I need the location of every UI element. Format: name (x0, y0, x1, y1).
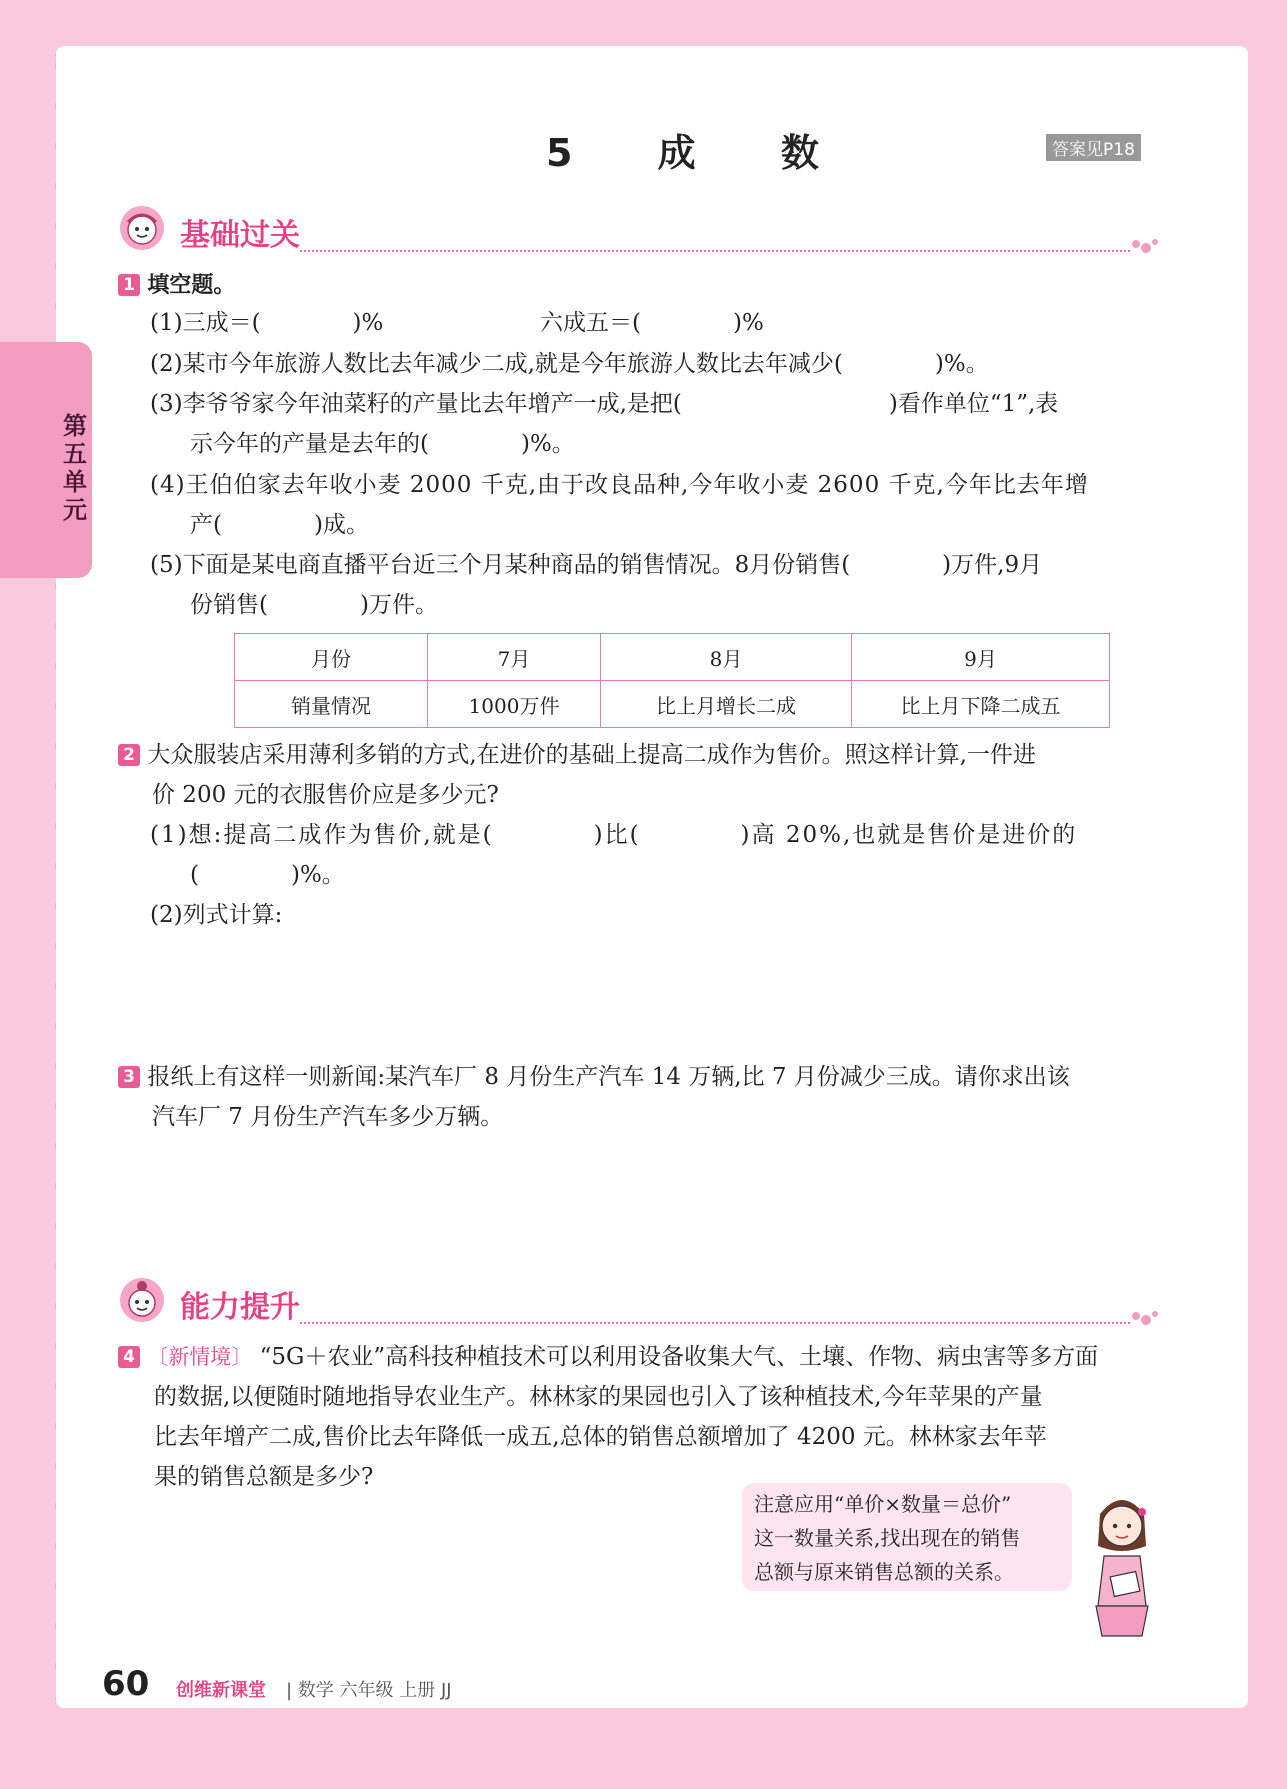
q1-part1-b: 六成五＝( )% (540, 310, 764, 336)
table-cell: 比上月下降二成五 (852, 681, 1110, 728)
new-context-tag: 〔新情境〕 (147, 1345, 253, 1369)
page-title: 5 成 数 (546, 131, 855, 175)
question-title: 填空题。 (147, 273, 236, 298)
table-cell: 销量情况 (235, 681, 428, 728)
q1-part2: (2)某市今年旅游人数比去年减少二成,就是今年旅游人数比去年减少( )%。 (150, 351, 989, 377)
q2-part1-line2: ( )%。 (190, 862, 345, 888)
book-brand: 创维新课堂 (176, 1680, 266, 1701)
section-title-basic: 基础过关 (180, 218, 300, 253)
girl-character-illustration (1082, 1486, 1162, 1646)
q2-part2: (2)列式计算: (150, 902, 283, 928)
book-info: | 数学 六年级 上册 JJ (286, 1680, 452, 1701)
question-number: 1 (118, 274, 140, 296)
table-cell: 1000万件 (428, 681, 601, 728)
question-number: 4 (118, 1346, 140, 1368)
question-4-line3: 比去年增产二成,售价比去年降低一成五,总体的销售总额增加了 4200 元。林林家去年苹 (154, 1424, 1047, 1450)
q1-part3-line1: (3)李爷爷家今年油菜籽的产量比去年增产一成,是把( )看作单位“1”,表 (150, 391, 1059, 417)
answer-reference: 答案见P18 (1046, 134, 1141, 161)
table-header-cell: 月份 (235, 634, 428, 681)
question-4-text: “5G＋农业”高科技种植技术可以利用设备收集大气、土壤、作物、病虫害等多方面 (259, 1344, 1099, 1370)
table-header-cell: 7月 (428, 634, 601, 681)
table-header-cell: 8月 (601, 634, 852, 681)
section-divider (300, 250, 1130, 252)
dots-ornament-icon (1130, 236, 1160, 256)
question-3-line1 (118, 1062, 1070, 1092)
q1-part5-line1: (5)下面是某电商直播平台近三个月某种商品的销售情况。8月份销售( )万件,9月 (150, 552, 1043, 578)
table-row (235, 681, 1110, 728)
unit-side-tab (0, 342, 92, 578)
q1-part3-line2: 示今年的产量是去年的( )%。 (190, 431, 575, 457)
question-number: 3 (118, 1066, 140, 1088)
question-2-line2: 价 200 元的衣服售价应是多少元? (152, 782, 499, 808)
girl-mascot-icon (118, 1276, 166, 1324)
dots-ornament-icon (1130, 1308, 1160, 1328)
q1-part1-a: (1)三成＝( )% (150, 310, 384, 336)
table-header-row (235, 634, 1110, 681)
table-header-cell: 9月 (852, 634, 1110, 681)
q1-part4-line1: (4)王伯伯家去年收小麦 2000 千克,由于改良品种,今年收小麦 2600 千克,今年比去年增 (150, 472, 1089, 498)
section-divider (300, 1322, 1130, 1324)
boy-mascot-icon (118, 204, 166, 252)
section-title-advanced: 能力提升 (180, 1290, 300, 1325)
table-cell: 比上月增长二成 (601, 681, 852, 728)
q1-part4-line2: 产( )成。 (190, 512, 369, 538)
question-4-line2: 的数据,以便随时随地指导农业生产。林林家的果园也引入了该种植技术,今年苹果的产量 (154, 1384, 1043, 1410)
page-number: 60 (102, 1664, 150, 1704)
hint-bubble (742, 1483, 1072, 1591)
q1-part5-line2: 份销售( )万件。 (190, 592, 438, 618)
question-4-line4: 果的销售总额是多少? (154, 1464, 374, 1490)
question-2-line1 (118, 740, 1036, 770)
hint-line: 这一数量关系,找出现在的销售 (754, 1526, 1021, 1550)
question-1-head (118, 270, 235, 301)
hint-line: 注意应用“单价×数量＝总价” (754, 1492, 1012, 1516)
question-number: 2 (118, 744, 140, 766)
hint-line: 总额与原来销售总额的关系。 (754, 1560, 1014, 1584)
question-2-text: 大众服装店采用薄利多销的方式,在进价的基础上提高二成作为售价。照这样计算,一件进 (147, 742, 1036, 768)
unit-label: 第五单元 (63, 412, 87, 524)
q2-part1-line1: (1)想:提高二成作为售价,就是( )比( )高 20%,也就是售价是进价的 (150, 822, 1078, 848)
question-4-line1 (118, 1342, 1098, 1372)
question-3-line2: 汽车厂 7 月份生产汽车多少万辆。 (152, 1104, 504, 1130)
sales-table (234, 633, 1110, 728)
question-3-text: 报纸上有这样一则新闻:某汽车厂 8 月份生产汽车 14 万辆,比 7 月份减少三成。请你求出该 (147, 1064, 1070, 1090)
